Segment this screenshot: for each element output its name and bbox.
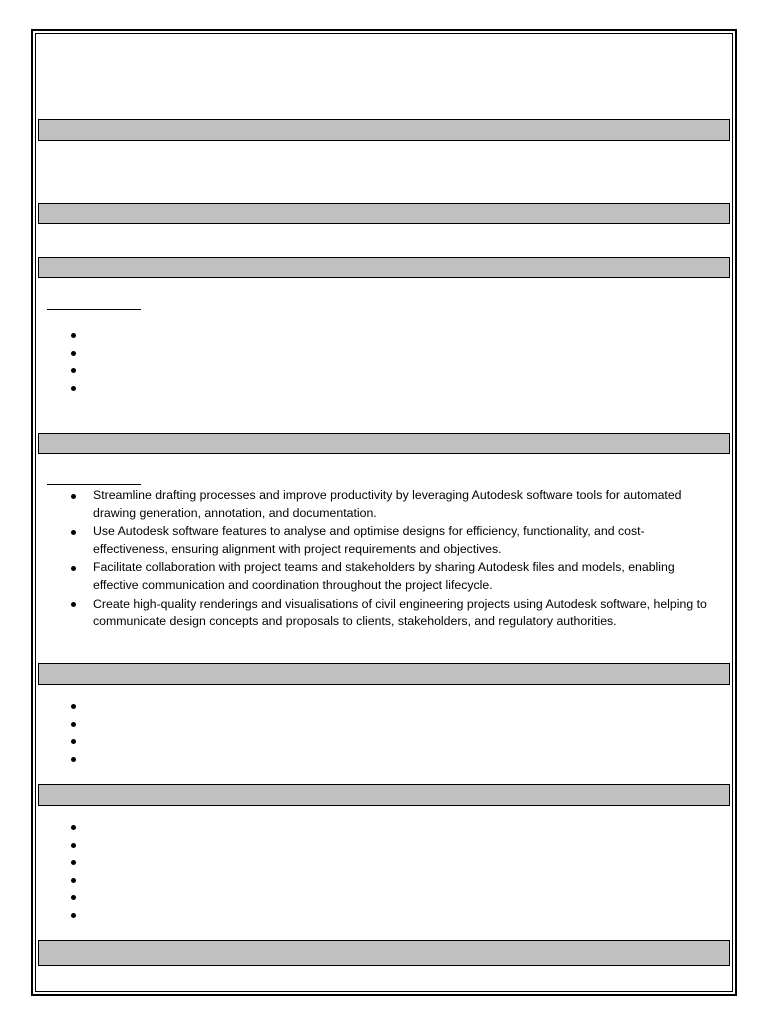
list-item (0, 361, 768, 379)
list-item-text: Facilitate collaboration with project teams and stakeholders by sharing Autodesk files and models, enabling effective communication and coordination throughout the project lifecycle. (93, 560, 675, 592)
bullet-dot (71, 825, 76, 830)
section-header-band (38, 663, 730, 685)
list-item (0, 596, 719, 631)
list-item (0, 906, 768, 924)
bullet-dot (71, 386, 76, 391)
list-item-text: Create high-quality renderings and visualisations of civil engineering projects using Autodesk software, helping to communicate design concepts and proposals to clients, stakeholders, and regulatory authorities. (93, 596, 707, 629)
bullet-dot (71, 860, 76, 865)
bullet-dot (71, 566, 76, 571)
bullet-dot (71, 739, 76, 744)
bullet-dot (71, 757, 76, 762)
list-item (0, 379, 768, 397)
list-item (0, 487, 719, 522)
bullet-dot (71, 843, 76, 848)
subheading-underline (47, 309, 141, 310)
bullet-dot (71, 368, 76, 373)
list-item (0, 523, 719, 558)
bullet-dot (71, 878, 76, 883)
list-item (0, 888, 768, 906)
bullet-list (0, 326, 768, 396)
list-item (0, 559, 719, 594)
bullet-dot (71, 722, 76, 727)
bullet-dot (71, 895, 76, 900)
bullet-dot (71, 602, 76, 607)
section-header-band (38, 784, 730, 806)
subheading-underline (47, 484, 141, 485)
bullet-list (0, 818, 768, 924)
section-header-band (38, 203, 730, 224)
list-item (0, 871, 768, 889)
section-header-band (38, 119, 730, 141)
list-item (0, 853, 768, 871)
bullet-dot (71, 333, 76, 338)
bullet-dot (71, 530, 76, 535)
responsibilities-list (0, 487, 768, 632)
section-header-band (38, 257, 730, 278)
list-item (0, 344, 768, 362)
list-item (0, 326, 768, 344)
list-item-text: Use Autodesk software features to analyse and optimise designs for efficiency, functionality, and cost-effectiveness, ensuring alignment with project requirements and objectives. (93, 524, 645, 556)
list-item (0, 697, 768, 715)
bullet-dot (71, 704, 76, 709)
list-item (0, 750, 768, 768)
bullet-dot (71, 351, 76, 356)
list-item-text: Streamline drafting processes and improve productivity by leveraging Autodesk software tools for automated drawing generation, annotation, and documentation. (93, 488, 682, 520)
section-header-band (38, 940, 730, 966)
bullet-dot (71, 913, 76, 918)
bullet-list (0, 697, 768, 767)
list-item (0, 836, 768, 854)
list-item (0, 715, 768, 733)
list-item (0, 732, 768, 750)
list-item (0, 818, 768, 836)
section-header-band (38, 433, 730, 454)
bullet-dot (71, 494, 76, 499)
